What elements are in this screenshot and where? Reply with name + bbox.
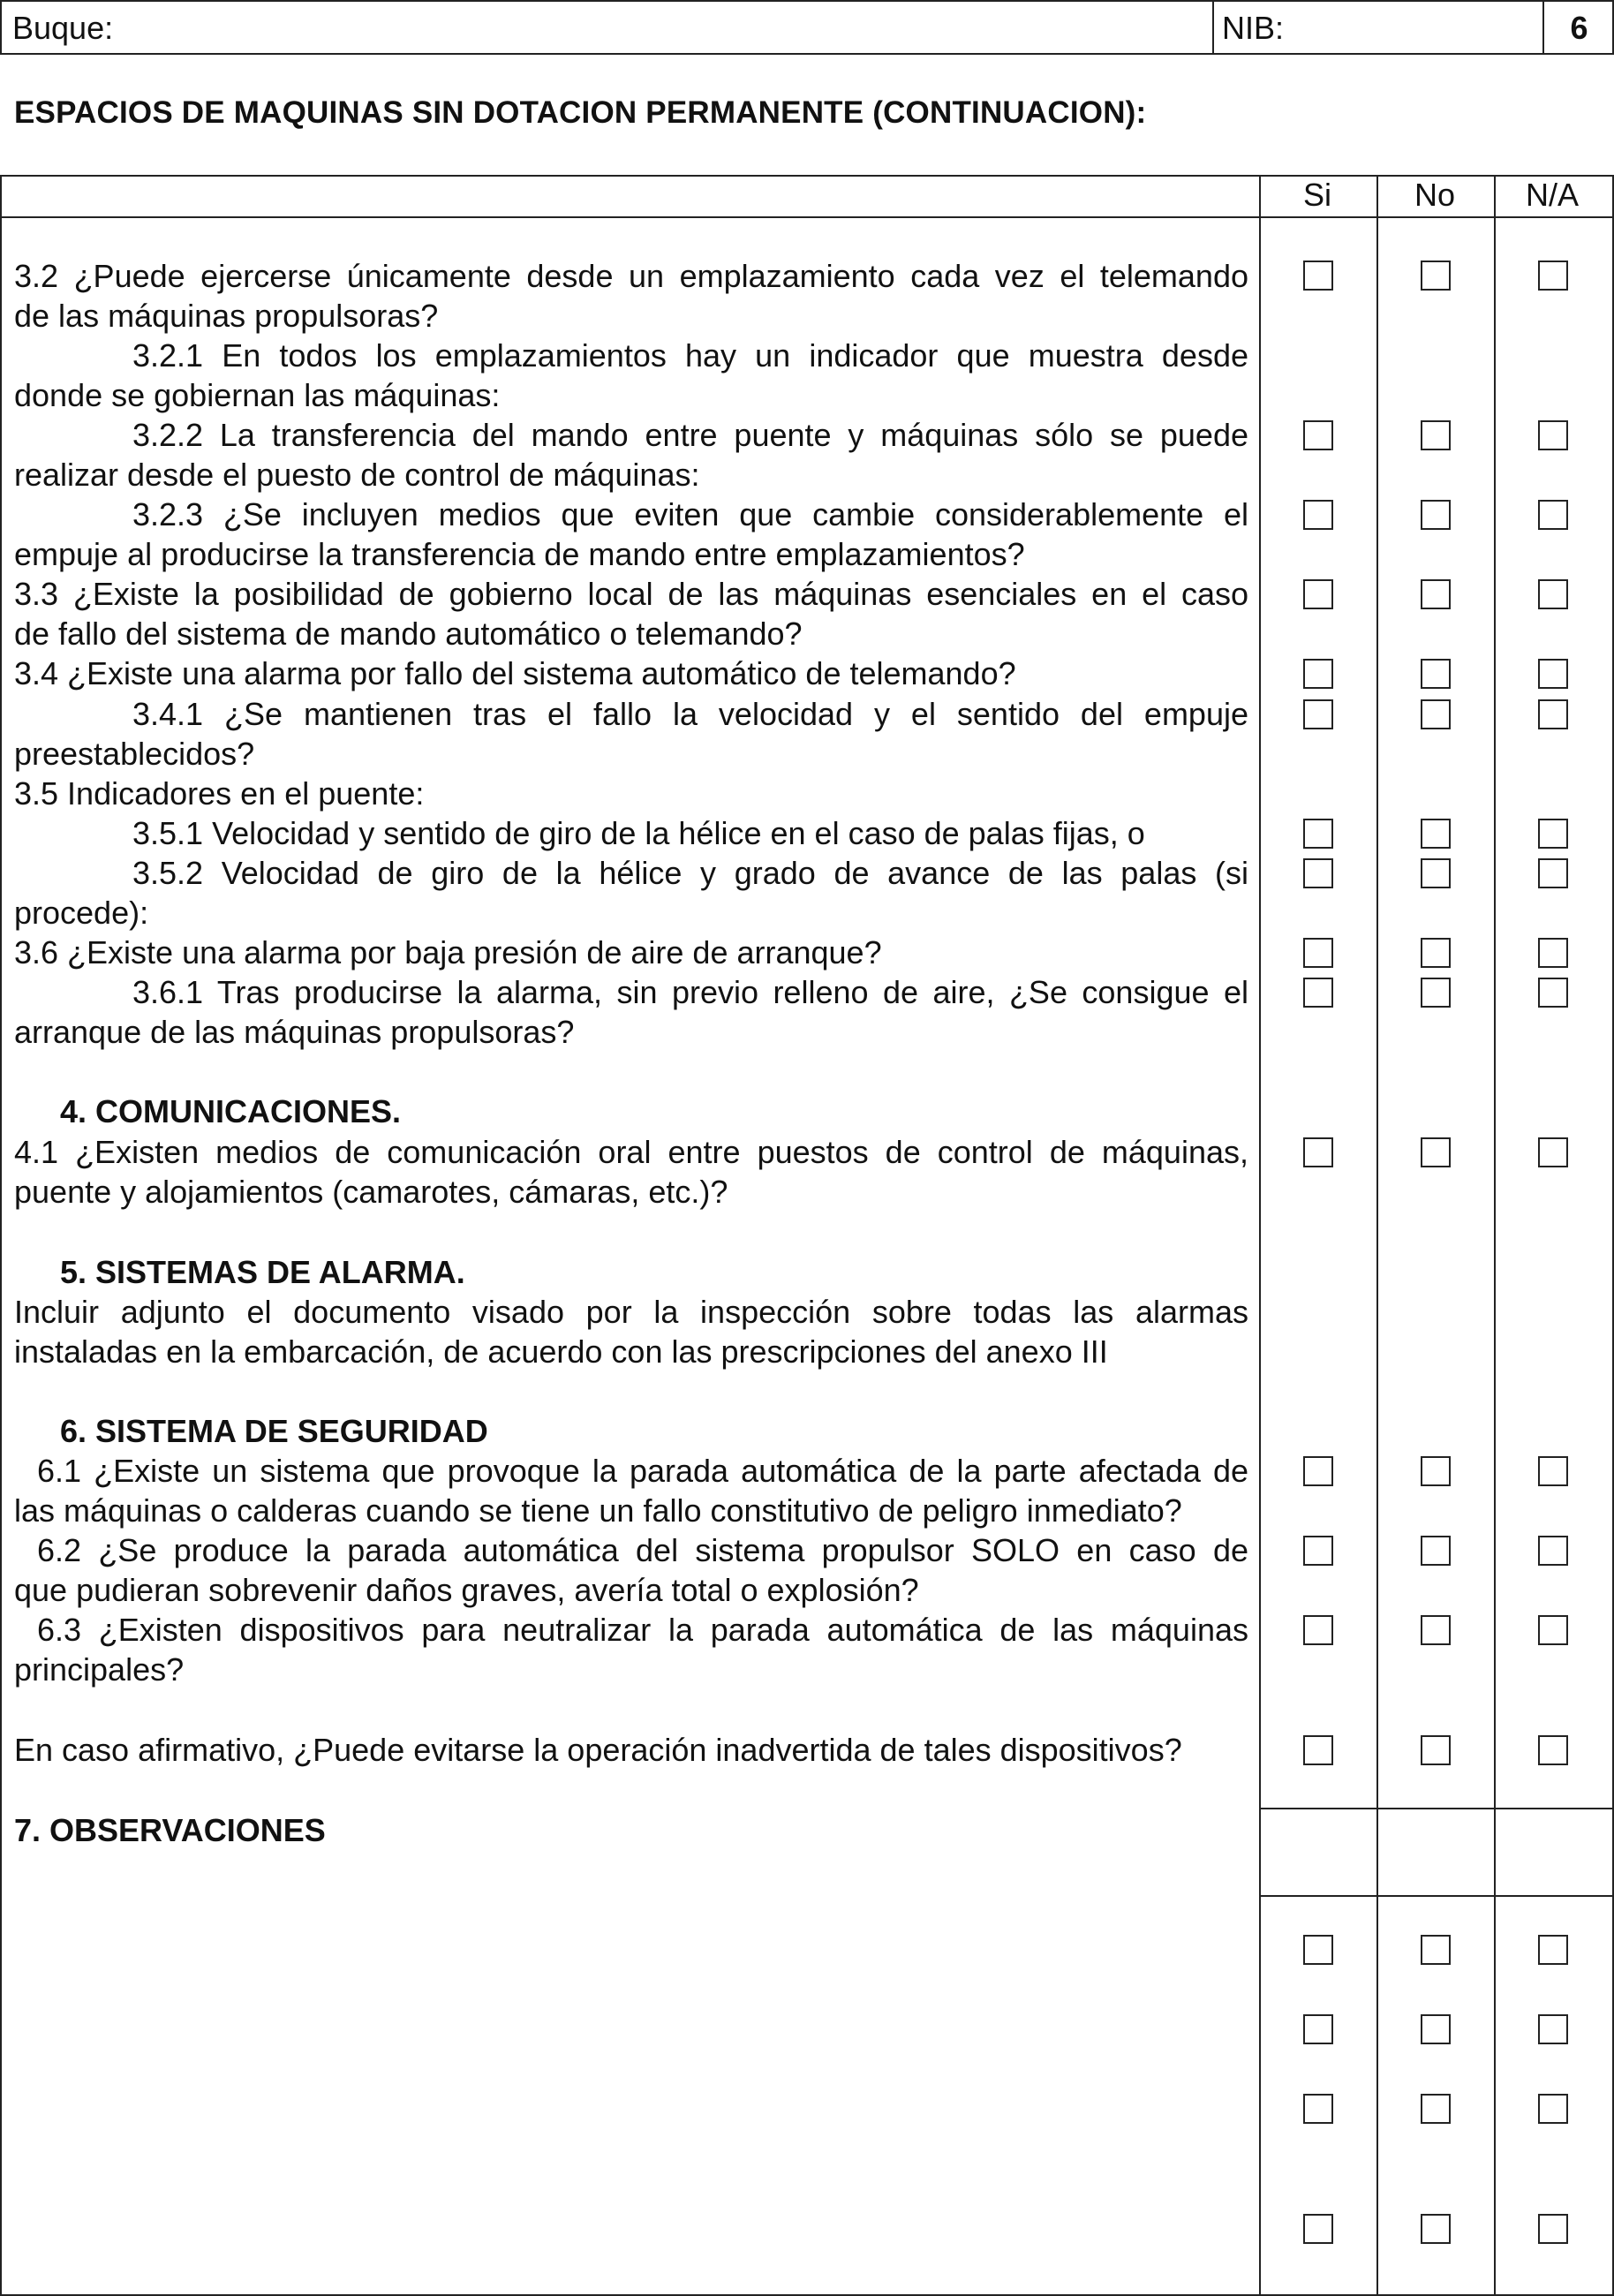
column-divider-left (1259, 175, 1261, 2296)
question-3-5-1 (14, 813, 1248, 853)
question-line: de las máquinas propulsoras? (14, 298, 439, 334)
checkbox-si[interactable] (1303, 2014, 1333, 2044)
checkbox-no[interactable] (1421, 2014, 1451, 2044)
section-5-title: 5. SISTEMAS DE ALARMA. (60, 1254, 465, 1290)
column-header-divider (0, 216, 1614, 218)
page-title: ESPACIOS DE MAQUINAS SIN DOTACION PERMANENTE (CONTINUACION): (14, 95, 1147, 130)
checkbox-na[interactable] (1538, 699, 1568, 729)
question-line: preestablecidos? (14, 736, 255, 772)
question-line: 3.5 Indicadores en el puente: (14, 775, 425, 812)
question-line: donde se gobiernan las máquinas: (14, 377, 501, 413)
checkbox-no[interactable] (1421, 2214, 1451, 2244)
checkbox-si[interactable] (1303, 1456, 1333, 1486)
checkbox-na[interactable] (1538, 659, 1568, 689)
question-3-4 (14, 653, 1248, 693)
checkbox-na[interactable] (1538, 858, 1568, 888)
checkbox-si[interactable] (1303, 819, 1333, 849)
section-4-title: 4. COMUNICACIONES. (60, 1093, 402, 1129)
observaciones-row-top (1259, 1808, 1614, 1809)
question-3-2-3 (14, 495, 1248, 574)
question-line: 3.4 ¿Existe una alarma por fallo del sistema automático de telemando? (14, 655, 1016, 691)
question-line: 6.1 ¿Existe un sistema que provoque la parada automática de la parte afectada de (37, 1453, 1248, 1489)
question-3-2-2 (14, 415, 1248, 495)
checkbox-na[interactable] (1538, 2014, 1568, 2044)
question-6-3-followup: En caso afirmativo, ¿Puede evitarse la operación inadvertida de tales dispositivos? (14, 1732, 1182, 1768)
question-3-2-1 (14, 336, 1248, 415)
checkbox-no[interactable] (1421, 1536, 1451, 1566)
checkbox-na[interactable] (1538, 579, 1568, 609)
question-line: realizar desde el puesto de control de máquinas: (14, 457, 700, 493)
question-line: 3.5.1 Velocidad y sentido de giro de la hélice en el caso de palas fijas, o (132, 815, 1145, 851)
checkbox-si[interactable] (1303, 2094, 1333, 2124)
question-3-3 (14, 574, 1248, 653)
text-line: Incluir adjunto el documento visado por la inspección sobre todas las alarmas (14, 1294, 1248, 1330)
checkbox-no[interactable] (1421, 1615, 1451, 1645)
checkbox-na[interactable] (1538, 2214, 1568, 2244)
question-line: de fallo del sistema de mando automático o telemando? (14, 616, 803, 652)
checkbox-si[interactable] (1303, 579, 1333, 609)
question-line: 3.2.2 La transferencia del mando entre puente y máquinas sólo se puede (132, 417, 1248, 453)
nib-field-label: NIB: (1222, 10, 1285, 46)
question-line: procede): (14, 895, 149, 931)
checkbox-si[interactable] (1303, 659, 1333, 689)
question-line: 6.2 ¿Se produce la parada automática del sistema propulsor SOLO en caso de (37, 1532, 1248, 1568)
question-6-3 (14, 1610, 1248, 1689)
checkbox-no[interactable] (1421, 659, 1451, 689)
checkbox-na[interactable] (1538, 1615, 1568, 1645)
checkbox-no[interactable] (1421, 978, 1451, 1008)
question-line: 3.2.1 En todos los emplazamientos hay un indicador que muestra desde (132, 337, 1248, 374)
question-line: 3.5.2 Velocidad de giro de la hélice y grado de avance de las palas (si (132, 855, 1248, 891)
checkbox-no[interactable] (1421, 579, 1451, 609)
checkbox-si[interactable] (1303, 1615, 1333, 1645)
checkbox-no[interactable] (1421, 1137, 1451, 1167)
checkbox-no[interactable] (1421, 1935, 1451, 1965)
question-6-2 (14, 1530, 1248, 1610)
question-line: las máquinas o calderas cuando se tiene un fallo constitutivo de peligro inmediato? (14, 1492, 1182, 1529)
question-3-4-1 (14, 694, 1248, 774)
checkbox-na[interactable] (1538, 1735, 1568, 1765)
question-line: 3.6 ¿Existe una alarma por baja presión de aire de arranque? (14, 934, 882, 971)
question-3-6 (14, 933, 1248, 972)
question-line: 3.2 ¿Puede ejercerse únicamente desde un emplazamiento cada vez el telemando (14, 258, 1248, 294)
question-line: 3.6.1 Tras producirse la alarma, sin previo relleno de aire, ¿Se consigue el (132, 974, 1248, 1010)
checkbox-si[interactable] (1303, 261, 1333, 291)
buque-field-label: Buque: (12, 10, 114, 46)
question-line: 3.3 ¿Existe la posibilidad de gobierno local de las máquinas esenciales en el caso (14, 576, 1248, 612)
question-3-5-2 (14, 853, 1248, 933)
question-3-5 (14, 774, 1248, 813)
checkbox-no[interactable] (1421, 858, 1451, 888)
checkbox-no[interactable] (1421, 699, 1451, 729)
question-line: 4.1 ¿Existen medios de comunicación oral entre puestos de control de máquinas, (14, 1134, 1248, 1170)
checkbox-si[interactable] (1303, 1137, 1333, 1167)
checkbox-no[interactable] (1421, 2094, 1451, 2124)
question-line: que pudieran sobrevenir daños graves, avería total o explosión? (14, 1572, 919, 1608)
column-header-na: N/A (1525, 177, 1579, 213)
checkbox-si[interactable] (1303, 699, 1333, 729)
question-line: principales? (14, 1651, 185, 1688)
question-line: arranque de las máquinas propulsoras? (14, 1014, 575, 1050)
checkbox-si[interactable] (1303, 1735, 1333, 1765)
checkbox-na[interactable] (1538, 978, 1568, 1008)
checkbox-no[interactable] (1421, 420, 1451, 450)
question-line: 3.4.1 ¿Se mantienen tras el fallo la velocidad y el sentido del empuje (132, 696, 1248, 732)
text-line: instaladas en la embarcación, de acuerdo con las prescripciones del anexo III (14, 1333, 1108, 1370)
checkbox-no[interactable] (1421, 1456, 1451, 1486)
column-divider (1494, 175, 1496, 2296)
header-row (0, 0, 1614, 55)
checkbox-na[interactable] (1538, 1456, 1568, 1486)
question-3-6-1 (14, 972, 1248, 1052)
checkbox-si[interactable] (1303, 500, 1333, 530)
checkbox-no[interactable] (1421, 819, 1451, 849)
question-6-1 (14, 1451, 1248, 1530)
column-divider (1376, 175, 1378, 2296)
observaciones-row-bottom (1259, 1895, 1614, 1897)
checkbox-si[interactable] (1303, 1935, 1333, 1965)
checkbox-si[interactable] (1303, 1536, 1333, 1566)
checkbox-na[interactable] (1538, 1935, 1568, 1965)
checkbox-si[interactable] (1303, 420, 1333, 450)
section-7-title: 7. OBSERVACIONES (14, 1812, 326, 1848)
checkbox-no[interactable] (1421, 500, 1451, 530)
checkbox-na[interactable] (1538, 819, 1568, 849)
column-header-no: No (1414, 177, 1456, 213)
question-4-1 (14, 1132, 1248, 1212)
checkbox-na[interactable] (1538, 420, 1568, 450)
column-header-si: Si (1302, 177, 1331, 213)
checkbox-na[interactable] (1538, 1137, 1568, 1167)
checkbox-si[interactable] (1303, 2214, 1333, 2244)
checkbox-na[interactable] (1538, 2094, 1568, 2124)
checkbox-no[interactable] (1421, 938, 1451, 968)
checkbox-na[interactable] (1538, 500, 1568, 530)
checkbox-si[interactable] (1303, 938, 1333, 968)
question-3-2 (14, 256, 1248, 336)
question-line: 3.2.3 ¿Se incluyen medios que eviten que cambie considerablemente el (132, 496, 1248, 532)
question-line: empuje al producirse la transferencia de mando entre emplazamientos? (14, 536, 1025, 572)
checkbox-no[interactable] (1421, 1735, 1451, 1765)
checkbox-na[interactable] (1538, 938, 1568, 968)
checkbox-na[interactable] (1538, 1536, 1568, 1566)
page-number: 6 (1570, 10, 1588, 46)
checkbox-si[interactable] (1303, 978, 1333, 1008)
question-line: puente y alojamientos (camarotes, cámaras, etc.)? (14, 1174, 728, 1210)
section-5-text (14, 1292, 1248, 1371)
header-divider (1212, 0, 1214, 55)
checkbox-si[interactable] (1303, 858, 1333, 888)
checkbox-na[interactable] (1538, 261, 1568, 291)
question-line: 6.3 ¿Existen dispositivos para neutralizar la parada automática de las máquinas (37, 1612, 1248, 1648)
checkbox-no[interactable] (1421, 261, 1451, 291)
section-6-title: 6. SISTEMA DE SEGURIDAD (60, 1413, 488, 1449)
